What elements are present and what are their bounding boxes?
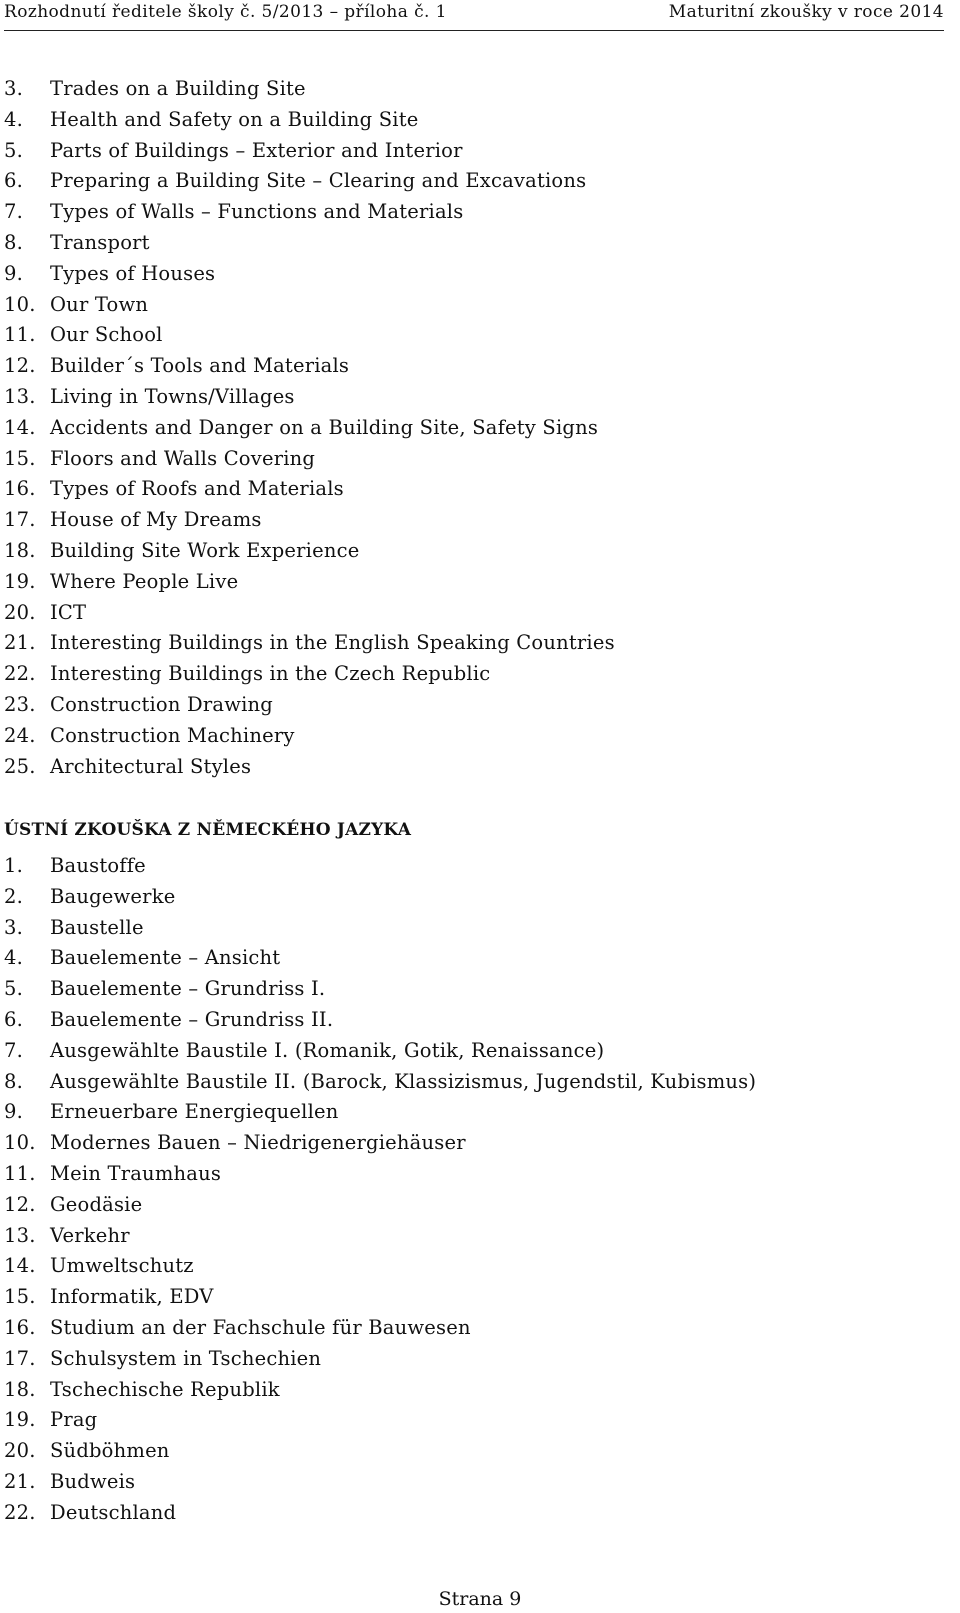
english-topic-item-number: 22. xyxy=(4,662,36,686)
english-topic-item-number: 11. xyxy=(4,323,36,347)
german-topic-item xyxy=(4,1128,756,1159)
english-topic-item xyxy=(4,413,615,444)
german-topic-item-number: 6. xyxy=(4,1007,24,1031)
german-topic-item-number: 19. xyxy=(4,1408,36,1432)
english-topic-item xyxy=(4,598,615,629)
german-topic-item-text: Baugewerke xyxy=(50,884,176,908)
german-section-heading: ÚSTNÍ ZKOUŠKA Z NĚMECKÉHO JAZYKA xyxy=(4,820,412,840)
english-topic-item-text: Types of Walls – Functions and Materials xyxy=(50,200,464,224)
german-topic-item-text: Informatik, EDV xyxy=(50,1285,214,1309)
english-topic-item-number: 4. xyxy=(4,107,24,131)
german-topic-item xyxy=(4,1159,756,1190)
english-topic-item xyxy=(4,197,615,228)
german-topic-item xyxy=(4,882,756,913)
english-topic-item-number: 10. xyxy=(4,292,36,316)
english-topic-item-number: 17. xyxy=(4,508,36,532)
english-topic-item-text: Interesting Buildings in the Czech Republic xyxy=(50,662,491,686)
english-topic-item-number: 19. xyxy=(4,569,36,593)
header-left-text: Rozhodnutí ředitele školy č. 5/2013 – příloha č. 1 xyxy=(4,2,447,22)
english-topic-item-text: Where People Live xyxy=(50,569,239,593)
english-topic-item-number: 25. xyxy=(4,754,36,778)
english-topics-list xyxy=(4,74,615,782)
english-topic-item-number: 5. xyxy=(4,138,24,162)
german-topic-item-text: Bauelemente – Grundriss I. xyxy=(50,977,326,1001)
english-topic-item-text: ICT xyxy=(50,600,87,624)
german-topic-item-number: 14. xyxy=(4,1254,36,1278)
english-topic-item-number: 20. xyxy=(4,600,36,624)
german-topic-item xyxy=(4,1036,756,1067)
page-footer xyxy=(0,1588,960,1610)
english-topic-item-text: Our Town xyxy=(50,292,149,316)
page-header xyxy=(4,2,944,31)
german-topic-item xyxy=(4,1190,756,1221)
german-topic-item xyxy=(4,943,756,974)
english-topic-item xyxy=(4,567,615,598)
english-topic-item xyxy=(4,320,615,351)
english-topic-item xyxy=(4,628,615,659)
german-topic-item xyxy=(4,851,756,882)
english-topic-item-number: 9. xyxy=(4,261,24,285)
german-topic-item-number: 13. xyxy=(4,1223,36,1247)
english-topic-item xyxy=(4,659,615,690)
english-topic-item xyxy=(4,752,615,783)
german-topic-item-number: 3. xyxy=(4,915,24,939)
english-topic-item-number: 14. xyxy=(4,415,36,439)
english-topic-item xyxy=(4,536,615,567)
german-topics-list xyxy=(4,851,756,1529)
german-topic-item-number: 2. xyxy=(4,884,24,908)
german-topic-item-number: 8. xyxy=(4,1069,24,1093)
german-topic-item-number: 10. xyxy=(4,1131,36,1155)
english-topic-item xyxy=(4,444,615,475)
english-topic-item-text: Builder´s Tools and Materials xyxy=(50,354,350,378)
english-topic-item-number: 12. xyxy=(4,354,36,378)
german-topic-item xyxy=(4,1097,756,1128)
german-topic-item-number: 18. xyxy=(4,1377,36,1401)
german-topic-item-text: Verkehr xyxy=(50,1223,130,1247)
german-topic-item-number: 9. xyxy=(4,1100,24,1124)
english-topic-item xyxy=(4,259,615,290)
english-topic-item-text: Interesting Buildings in the English Speaking Countries xyxy=(50,631,615,655)
german-topic-item xyxy=(4,1467,756,1498)
german-topic-item xyxy=(4,1251,756,1282)
german-topic-item-number: 20. xyxy=(4,1439,36,1463)
header-right-text: Maturitní zkoušky v roce 2014 xyxy=(668,2,944,22)
german-topic-item xyxy=(4,1067,756,1098)
german-topic-item-text: Modernes Bauen – Niedrigenergiehäuser xyxy=(50,1131,466,1155)
german-topic-item xyxy=(4,1405,756,1436)
english-topic-item-number: 7. xyxy=(4,200,24,224)
german-topic-item-number: 22. xyxy=(4,1500,36,1524)
german-topic-item xyxy=(4,1221,756,1252)
german-topic-item xyxy=(4,1005,756,1036)
english-topic-item-text: Trades on a Building Site xyxy=(50,77,306,100)
english-topic-item xyxy=(4,351,615,382)
page-number: Strana 9 xyxy=(438,1588,522,1610)
english-topic-item xyxy=(4,228,615,259)
german-topic-item-text: Deutschland xyxy=(50,1500,177,1524)
german-topic-item xyxy=(4,974,756,1005)
english-topic-item xyxy=(4,382,615,413)
german-topic-item xyxy=(4,1344,756,1375)
german-topic-item-text: Baustelle xyxy=(50,915,144,939)
english-topic-item-text: Health and Safety on a Building Site xyxy=(50,107,419,131)
english-topic-item xyxy=(4,136,615,167)
english-topic-item-number: 24. xyxy=(4,723,36,747)
english-topic-item-number: 8. xyxy=(4,230,24,254)
german-topic-item-number: 21. xyxy=(4,1469,36,1493)
german-topic-item-text: Tschechische Republik xyxy=(50,1377,280,1401)
german-topic-item-number: 4. xyxy=(4,946,24,970)
english-topic-item xyxy=(4,474,615,505)
english-topic-item-number: 16. xyxy=(4,477,36,501)
german-topic-item xyxy=(4,1436,756,1467)
german-topic-item-text: Bauelemente – Ansicht xyxy=(50,946,281,970)
english-topic-item-text: Construction Machinery xyxy=(50,723,295,747)
german-topic-item-number: 17. xyxy=(4,1346,36,1370)
english-topic-item xyxy=(4,721,615,752)
german-topic-item-number: 11. xyxy=(4,1161,36,1185)
english-topic-item-number: 15. xyxy=(4,446,36,470)
english-topic-item-number: 6. xyxy=(4,169,24,193)
german-topic-item-number: 5. xyxy=(4,977,24,1001)
english-topic-item xyxy=(4,105,615,136)
english-topic-item-text: House of My Dreams xyxy=(50,508,262,532)
german-topic-item-number: 12. xyxy=(4,1192,36,1216)
german-topic-item-text: Bauelemente – Grundriss II. xyxy=(50,1007,334,1031)
german-topic-item-text: Prag xyxy=(50,1408,98,1432)
english-topic-item-number: 23. xyxy=(4,692,36,716)
english-topic-item-text: Types of Roofs and Materials xyxy=(50,477,344,501)
german-topic-item xyxy=(4,1498,756,1529)
english-topic-item-text: Types of Houses xyxy=(50,261,216,285)
german-topic-item-text: Erneuerbare Energiequellen xyxy=(50,1100,339,1124)
german-topic-item-text: Umweltschutz xyxy=(50,1254,194,1278)
english-topic-item-number: 21. xyxy=(4,631,36,655)
german-topic-item xyxy=(4,1375,756,1406)
german-topic-item-text: Budweis xyxy=(50,1469,136,1493)
german-topic-item-text: Geodäsie xyxy=(50,1192,143,1216)
german-topic-item-text: Ausgewählte Baustile II. (Barock, Klassizismus, Jugendstil, Kubismus) xyxy=(50,1069,757,1093)
english-topic-item-text: Building Site Work Experience xyxy=(50,538,360,562)
english-topic-item-text: Our School xyxy=(50,323,163,347)
english-topic-item xyxy=(4,74,615,105)
german-topic-item xyxy=(4,1313,756,1344)
english-topic-item xyxy=(4,166,615,197)
english-topic-item xyxy=(4,290,615,321)
german-topic-item-text: Ausgewählte Baustile I. (Romanik, Gotik, Renaissance) xyxy=(50,1038,605,1062)
german-topic-item-number: 7. xyxy=(4,1038,24,1062)
english-topic-item xyxy=(4,690,615,721)
english-topic-item xyxy=(4,505,615,536)
english-topic-item-text: Accidents and Danger on a Building Site, Safety Signs xyxy=(50,415,599,439)
english-topic-item-text: Transport xyxy=(50,230,150,254)
english-topic-item-text: Parts of Buildings – Exterior and Interior xyxy=(50,138,463,162)
english-topic-item-number: 13. xyxy=(4,384,36,408)
german-topic-item xyxy=(4,1282,756,1313)
english-topic-item-text: Floors and Walls Covering xyxy=(50,446,316,470)
german-topic-item-text: Schulsystem in Tschechien xyxy=(50,1346,322,1370)
english-topic-item-number: 3. xyxy=(4,77,24,100)
english-topic-item-text: Construction Drawing xyxy=(50,692,273,716)
english-topic-item-number: 18. xyxy=(4,538,36,562)
german-topic-item-number: 15. xyxy=(4,1285,36,1309)
german-topic-item-number: 1. xyxy=(4,854,24,877)
german-topic-item-text: Baustoffe xyxy=(50,854,146,877)
english-topic-item-text: Living in Towns/Villages xyxy=(50,384,295,408)
german-topic-item-number: 16. xyxy=(4,1315,36,1339)
english-topic-item-text: Preparing a Building Site – Clearing and Excavations xyxy=(50,169,587,193)
german-topic-item-text: Mein Traumhaus xyxy=(50,1161,222,1185)
german-topic-item-text: Studium an der Fachschule für Bauwesen xyxy=(50,1315,471,1339)
german-topic-item xyxy=(4,913,756,944)
english-topic-item-text: Architectural Styles xyxy=(50,754,252,778)
german-topic-item-text: Südböhmen xyxy=(50,1439,170,1463)
